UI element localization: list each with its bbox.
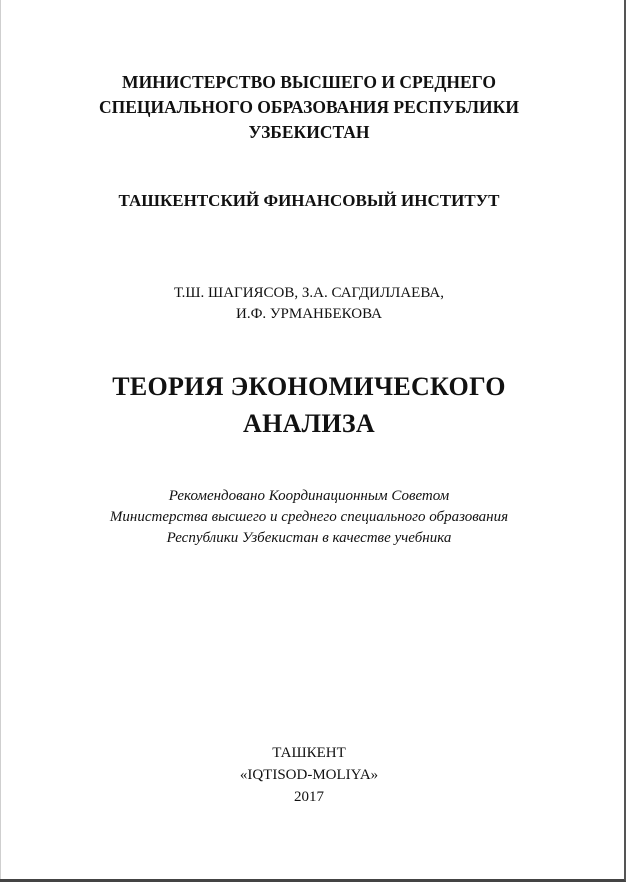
ministry-line-2: СПЕЦИАЛЬНОГО ОБРАЗОВАНИЯ РЕСПУБЛИКИ <box>99 97 519 117</box>
ministry-line-1: МИНИСТЕРСТВО ВЫСШЕГО И СРЕДНЕГО <box>122 72 496 92</box>
recommendation-note <box>0 486 618 549</box>
book-title-line-2: АНАЛИЗА <box>243 409 375 438</box>
institute-name: ТАШКЕНТСКИЙ ФИНАНСОВЫЙ ИНСТИТУТ <box>118 191 500 210</box>
recommendation-line-2: Министерства высшего и среднего специального образования <box>109 509 509 525</box>
authors-line-2: И.Ф. УРМАНБЕКОВА <box>235 306 383 322</box>
ministry-line-3: УЗБЕКИСТАН <box>248 122 370 142</box>
ministry-heading <box>0 70 618 145</box>
book-title-line-1: ТЕОРИЯ ЭКОНОМИЧЕСКОГО <box>112 372 506 401</box>
book-title <box>0 368 618 442</box>
imprint <box>0 742 618 808</box>
recommendation-line-3: Республики Узбекистан в качестве учебника <box>166 530 452 546</box>
authors-line-1: Т.Ш. ШАГИЯСОВ, З.А. САГДИЛЛАЕВА, <box>174 285 444 301</box>
imprint-city: ТАШКЕНТ <box>272 745 346 761</box>
imprint-year: 2017 <box>294 789 324 805</box>
authors <box>0 283 618 325</box>
recommendation-line-1: Рекомендовано Координационным Советом <box>168 488 450 504</box>
imprint-publisher: «IQTISOD-MOLIYA» <box>239 767 379 783</box>
